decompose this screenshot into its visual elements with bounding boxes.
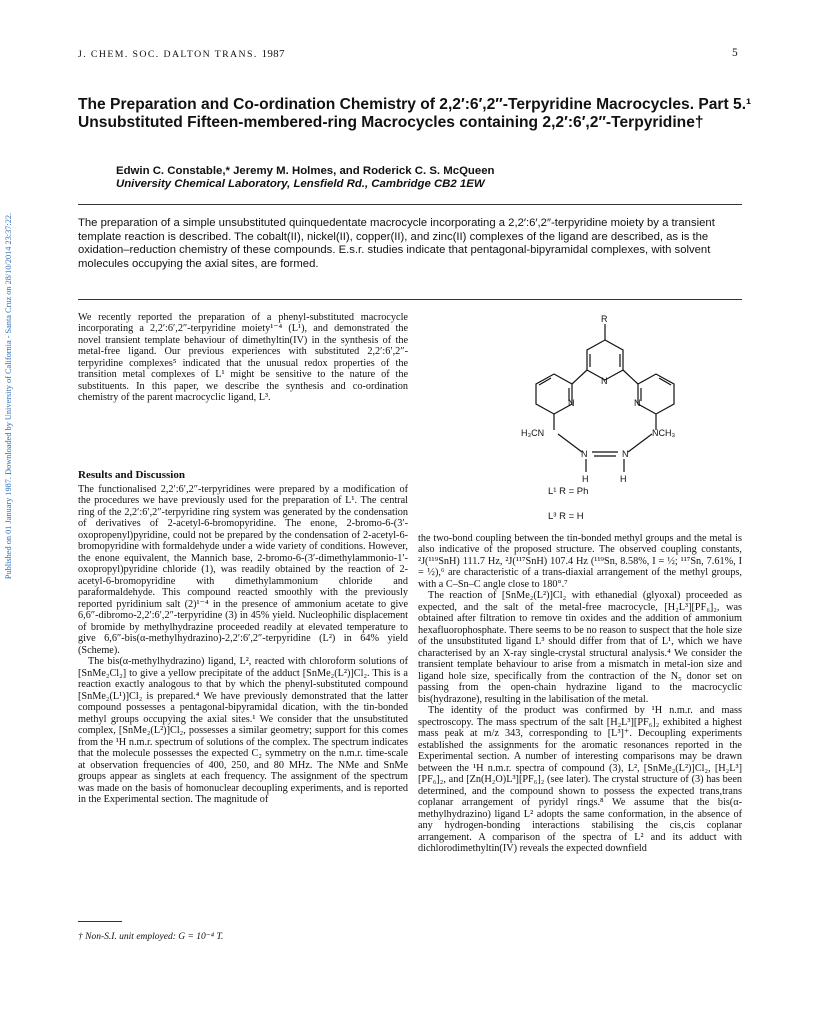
abstract: The preparation of a simple unsubstituted quinquedentate macrocycle incorporating a 2,2′:6′,2″-terpyridine moiety by a transient template reaction is described. The cobalt(II), nickel(II), copper(II), and zinc(II) complexes of the ligand are described, as is the oxidation–reduction chemistry of these compounds. E.s.r. studies indicate that pentagonal-bipyramidal complexes, with solvent molecules occupying the axial sites, are formed. bbox=[78, 217, 715, 271]
section-heading: Results and Discussion bbox=[78, 469, 185, 481]
body-paragraph: The reaction of [SnMe₂(L²)]Cl₂ with ethanedial (glyoxal) proceeded as expected, and the salt of the metal-free macrocycle, [H₂L³][PF₆]₂, was obtained after filtration to remove tin oxides and the addition of ammonium hexafluorophosphate. There seems to be no reason to suspect that the hole size of the unsubstituted ligand L³ should differ from that of L¹, which we have characterised by an X-ray single-crystal structural analysis.⁴ We consider the transient template behaviour to arise from a mismatch in metal-ion size and ligand hole size, specifically from the contraction of the N₅ donor set on passing from the open-chain hydrazine ligand to the macrocyclic bis(hydrazone), resulting in the labilisation of the metal. bbox=[418, 590, 742, 705]
hydrogen-label-left: H bbox=[582, 474, 589, 484]
body-paragraph: The functionalised 2,2′:6′,2″-terpyridines were prepared by a modification of the procedures we have previously used for the preparation of L¹. The central ring of the 2,2′:6′,2″-terpyridine ring system was generated by the condensation of derivatives of 2-acetyl-6-bromopyridine. The enone, 2-bromo-6-(3′-oxopropenyl)pyridine, could not be prepared by the condensation of 2-acetyl-6-bromopyridine with formaldehyde under a wide variety of conditions. However, the enone equivalent, the Mannich base, 2-bromo-6-(3′-dimethylammonio-1′-oxopropyl)pyridine chloride (1), was readily obtained by the reaction of 2-acetyl-6-bromopyridine with dimethylammonium chloride and paraformaldehyde. This compound reacted smoothly with the previously reported pyridinium salt (2)¹⁻⁴ in the presence of ammonium acetate to give 6,6″-dibromo-2,2′:6′,2″-terpyridine (3) in 45% yield. Nucleophilic displacement of bromide by methylhydrazine proceeded readily at elevated temperature to give 6,6″-bis(α-methylhydrazino)-2,2′:6′,2″-terpyridine (L²) in 64% yield (Scheme). bbox=[78, 484, 408, 656]
atom-n-label: N bbox=[622, 449, 629, 459]
structure-bonds bbox=[536, 324, 674, 472]
structure-atom-labels bbox=[521, 314, 675, 484]
figure-label-l1: L¹ R = Ph bbox=[548, 486, 589, 497]
journal-name: J. CHEM. SOC. DALTON TRANS. bbox=[78, 49, 258, 60]
body-paragraph: the two-bond coupling between the tin-bonded methyl groups and the metal is also indicative of the proposed structure. The observed coupling constants, ²J(¹¹⁹SnH) 111.7 Hz, ²J(¹¹⁷SnH) 107.4 Hz (¹¹⁹Sn, 8.58%, I = ½; ¹¹⁷Sn, 7.61%, I = ½),⁶ are characteristic of a trans-diaxial arrangement of the methyl groups, with a C–Sn–C angle close to 180°.⁷ bbox=[418, 533, 742, 590]
footnote-rule bbox=[78, 921, 122, 922]
methyl-label-right: NCH₃ bbox=[652, 428, 676, 438]
atom-n-label: N bbox=[601, 376, 608, 386]
atom-n-label: N bbox=[634, 398, 641, 408]
atom-n-label: N bbox=[568, 398, 575, 408]
journal-year: 1987 bbox=[261, 48, 285, 60]
body-paragraph: The bis(α-methylhydrazino) ligand, L², reacted with chloroform solutions of [SnMe₂Cl₂] to give a yellow precipitate of the adduct [SnMe₂(L²)]Cl₂. This is a reaction exactly analogous to that by which the phenyl-substituted compound [SnMe₂(L¹)]Cl₂ is prepared.⁴ We have previously demonstrated that the latter compound possesses a pentagonal-bipyramidal dication, with the tin-bonded methyl groups occupying the axial sites.¹ We consider that the unsubstituted complex, [SnMe₂(L²)]Cl₂, possesses a similar geometry; support for this comes from the ¹H n.m.r. spectrum of solutions of the complex. The spectrum indicates that the molecule possesses the expected C₂ symmetry on the n.m.r. time-scale at observation frequencies of 400, 250, and 80 MHz. The NMe and SnMe groups appear as singlets at each frequency. The assignment of the spectrum was made on the basis of homonuclear decoupling experiments, and is reported in the Experimental section. The magnitude of bbox=[78, 656, 408, 806]
substituent-label: R bbox=[601, 314, 608, 324]
download-stamp: Published on 01 January 1987. Downloaded by University of California - Santa Cruz on 28/10/2014 23:37:22. bbox=[4, 212, 13, 580]
affiliation: University Chemical Laboratory, Lensfield Rd., Cambridge CB2 1EW bbox=[116, 178, 485, 190]
footnote: † Non-S.I. unit employed: G = 10⁻⁴ T. bbox=[78, 932, 224, 942]
right-column bbox=[418, 533, 742, 855]
hydrogen-label-right: H bbox=[620, 474, 627, 484]
atom-n-label: N bbox=[581, 449, 588, 459]
intro-text: We recently reported the preparation of a phenyl-substituted macrocycle incorporating a 2,2′:6′,2″-terpyridine moiety¹⁻⁴ (L¹), and demonstrated the novel transient template behaviour of dimethyltin(IV) in the synthesis of the metal-free ligand. Our previous experiences with substituted 2,2′:6′,2″-terpyridine complexes⁵ indicated that the unusual redox properties of the transition metal complexes of L¹ might be sensitive to the nature of the substituents. In this paper, we describe the synthesis and co-ordination chemistry of the parent macrocyclic ligand, L³. bbox=[78, 312, 408, 404]
abstract-top-rule bbox=[78, 204, 742, 205]
journal-header bbox=[78, 48, 285, 60]
methyl-label-left: H₃CN bbox=[521, 428, 545, 438]
page-number: 5 bbox=[732, 47, 738, 59]
intro-paragraph bbox=[78, 312, 408, 404]
left-column bbox=[78, 484, 408, 806]
article-title: The Preparation and Co-ordination Chemistry of 2,2′:6′,2″-Terpyridine Macrocycles. Part 5.¹ Unsubstituted Fifteen-membered-ring Macrocycles containing 2,2′:6′,2″-Terpyridine† bbox=[78, 96, 752, 132]
body-paragraph: The identity of the product was confirmed by ¹H n.m.r. and mass spectroscopy. The mass spectrum of the salt [H₂L³][PF₆]₂ exhibited a highest mass peak at m/z 343, corresponding to [L³]⁺. Decoupling experiments established the assignments for the aromatic resonances reported in the Experimental section. A number of interesting comparisons may be drawn between the ¹H n.m.r. spectra of compound (3), L², [SnMe₂(L²)]Cl₂, [H₂L³][PF₆]₂, and [Zn(H₂O)L³][PF₆]₂ (see later). The crystal structure of (3) has been determined, and the compound shown to possess the expected trans,trans coplanar arrangement of pyridyl rings.⁸ We assume that the bis(α-methylhydrazino) ligand L² adopts the same conformation, in the absence of any hydrogen-bonding interactions stabilising the cis,cis coplanar arrangement. A comparison of the spectra of L² and its adduct with dichlorodimethyltin(IV) reveals the expected downfield bbox=[418, 705, 742, 855]
authors: Edwin C. Constable,* Jeremy M. Holmes, and Roderick C. S. McQueen bbox=[116, 165, 495, 177]
macrocycle-structure-figure bbox=[480, 312, 730, 527]
figure-label-l3: L³ R = H bbox=[548, 511, 584, 522]
abstract-bottom-rule bbox=[78, 299, 742, 300]
